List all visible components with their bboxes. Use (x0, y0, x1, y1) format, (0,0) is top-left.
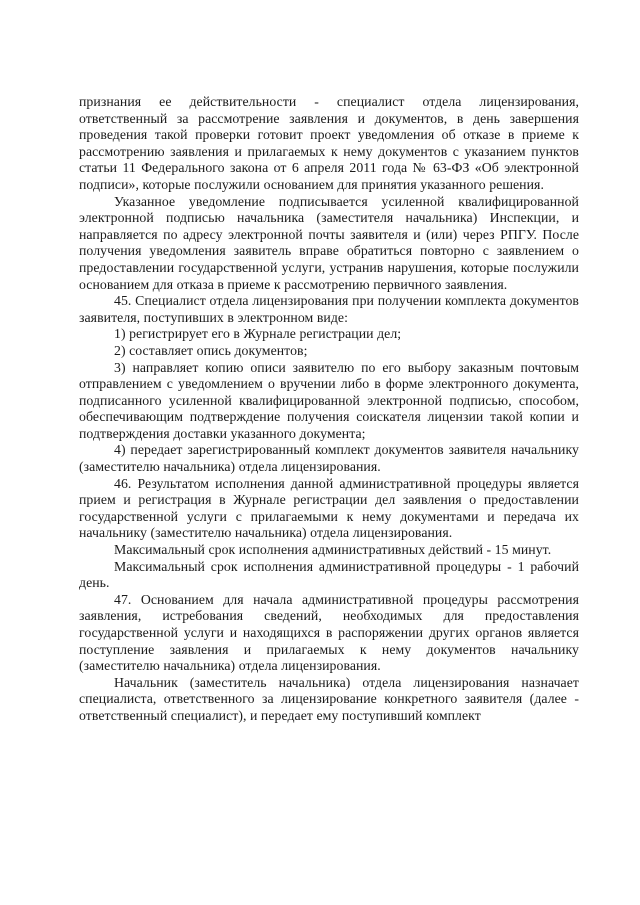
paragraph-max-procedure-time: Максимальный срок исполнения административной процедуры - 1 рабочий день. (79, 558, 579, 591)
document-body (79, 94, 579, 725)
paragraph-max-actions-time: Максимальный срок исполнения административных действий - 15 минут. (114, 542, 552, 558)
paragraph-46: 46. Результатом исполнения данной административной процедуры является прием и регистрация в Журнале регистрации дел заявления о предоставлении государственной услуги с прилагаемыми к нему документами и передача их начальнику (заместителю начальника) отдела лицензирования. (79, 475, 579, 541)
list-item-1: 1) регистрирует его в Журнале регистрации дел; (114, 326, 402, 342)
paragraph-notice-signing: Указанное уведомление подписывается усиленной квалифицированной электронной подписью начальника (заместителя начальника) Инспекции, и направляется по адресу электронной почты заявителя и (или) через РПГУ. После получения уведомления заявитель вправе обратиться повторно с заявлением о предоставлении государственной услуги, устранив нарушения, которые послужили основанием для отказа в приеме к рассмотрению первичного заявления. (79, 193, 579, 292)
paragraph-47: 47. Основанием для начала административной процедуры рассмотрения заявления, истребования сведений, необходимых для предоставления государственной услуги и находящихся в распоряжении других органов является поступление заявления и прилагаемых к нему документов начальнику (заместителю начальника) отдела лицензирования. (79, 591, 579, 674)
paragraph-notice-preparation: признания ее действительности - специалист отдела лицензирования, ответственный за рассмотрение заявления и документов, в день завершения проведения такой проверки готовит проект уведомления об отказе в приеме к рассмотрению заявления и прилагаемых к нему документов с указанием пунктов статьи 11 Федерального закона от 6 апреля 2011 года № 63-ФЗ «Об электронной подписи», которые послужили основанием для принятия указанного решения. (79, 94, 579, 192)
paragraph-assignment: Начальник (заместитель начальника) отдела лицензирования назначает специалиста, ответственного за лицензирование конкретного заявителя (далее - ответственный специалист), и передает ему поступивший комплект (79, 674, 579, 723)
list-item-4: 4) передает зарегистрированный комплект документов заявителя начальнику (заместителю начальника) отдела лицензирования. (79, 442, 579, 475)
paragraph-45: 45. Специалист отдела лицензирования при получении комплекта документов заявителя, поступивших в электронном виде: (79, 293, 579, 325)
list-item-2: 2) составляет опись документов; (114, 342, 308, 358)
list-item-3: 3) направляет копию описи заявителю по его выбору заказным почтовым отправлением с уведомлением о вручении либо в форме электронного документа, подписанного усиленной квалифицированной электронной подписью, способом, обеспечивающим подтверждение получения соискателя лицензии такой копии и подтверждения доставки указанного документа; (79, 359, 579, 441)
